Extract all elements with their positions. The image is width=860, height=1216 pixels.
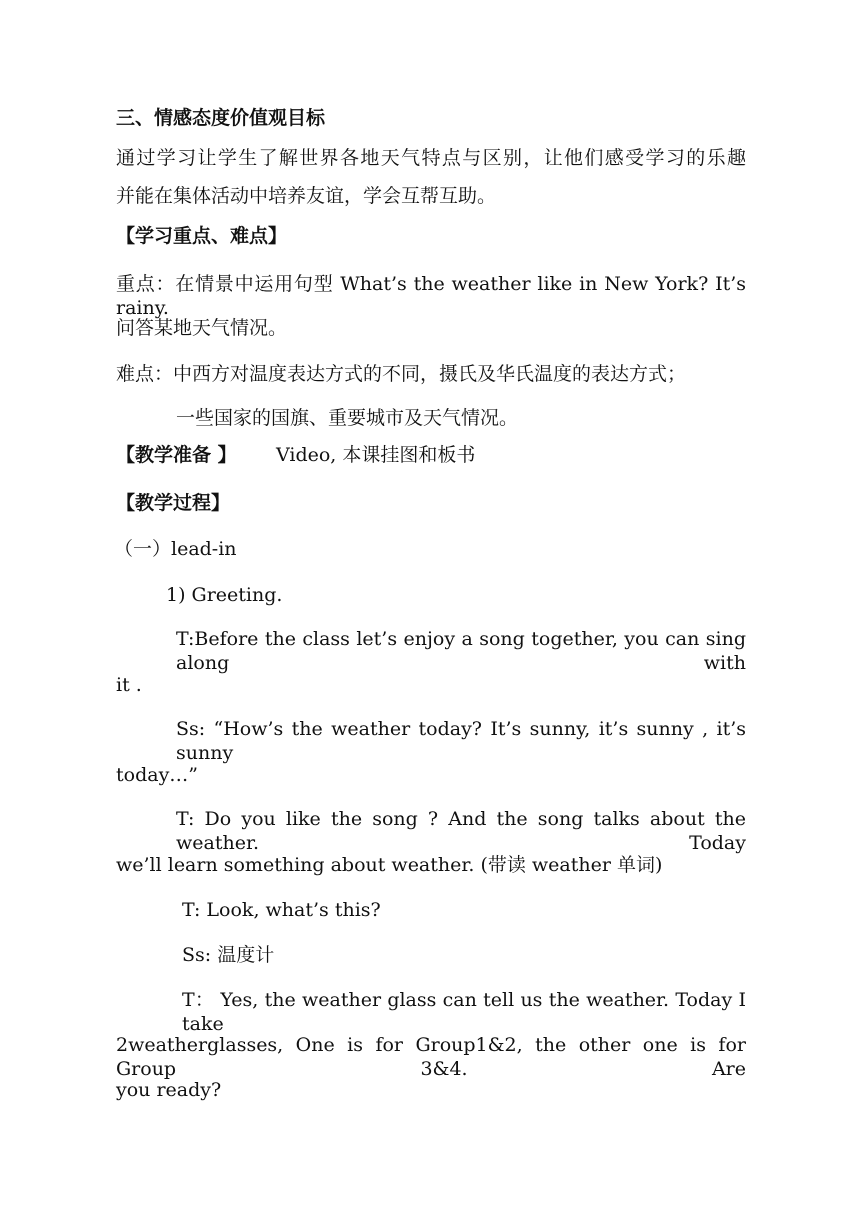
focus-line1: 重点：在情景中运用句型 What’s the weather like in New York? It’s rainy. [116,273,746,319]
key-points-heading: 【学习重点、难点】 [116,225,288,247]
t2-line2: we’ll learn something about weather. (带读 weather 单词) [116,854,663,876]
difficulty-line2: 一些国家的国旗、重要城市及天气情况。 [176,407,519,429]
sub1-label: 1) Greeting. [166,584,283,606]
preparation-heading: 【教学准备 】 [116,444,237,466]
ss2-line: Ss: 温度计 [182,944,275,966]
preparation-content: Video, 本课挂图和板书 [276,444,476,466]
t4-line3: you ready? [116,1079,222,1101]
difficulty-line1: 难点：中西方对温度表达方式的不同，摄氏及华氏温度的表达方式； [116,363,687,385]
t4-line1: T： Yes, the weather glass can tell us the weather. Today I take [182,989,746,1035]
ss1-line2: today…” [116,764,199,786]
t4-line2: 2weatherglasses, One is for Group1&2, the other one is for Group 3&4. Are [116,1034,746,1080]
ss1-line1: Ss: “How’s the weather today? It’s sunny, it’s sunny , it’s sunny [176,718,746,764]
section3-heading: 三、情感态度价值观目标 [116,107,326,129]
process-heading: 【教学过程】 [116,492,231,514]
t1-line2: it . [116,674,142,696]
focus-line2: 问答某地天气情况。 [116,317,288,339]
section3-text-line1: 通过学习让学生了解世界各地天气特点与区别，让他们感受学习的乐趣 [116,147,746,169]
t1-line1: T:Before the class let’s enjoy a song together, you can sing along with [176,628,746,674]
t3-line: T: Look, what’s this? [182,899,381,921]
section3-text-line2: 并能在集体活动中培养友谊，学会互帮互助。 [116,185,497,207]
t2-line1: T: Do you like the song ? And the song talks about the weather. Today [176,808,746,854]
step1-label: （一）lead-in [114,538,237,560]
